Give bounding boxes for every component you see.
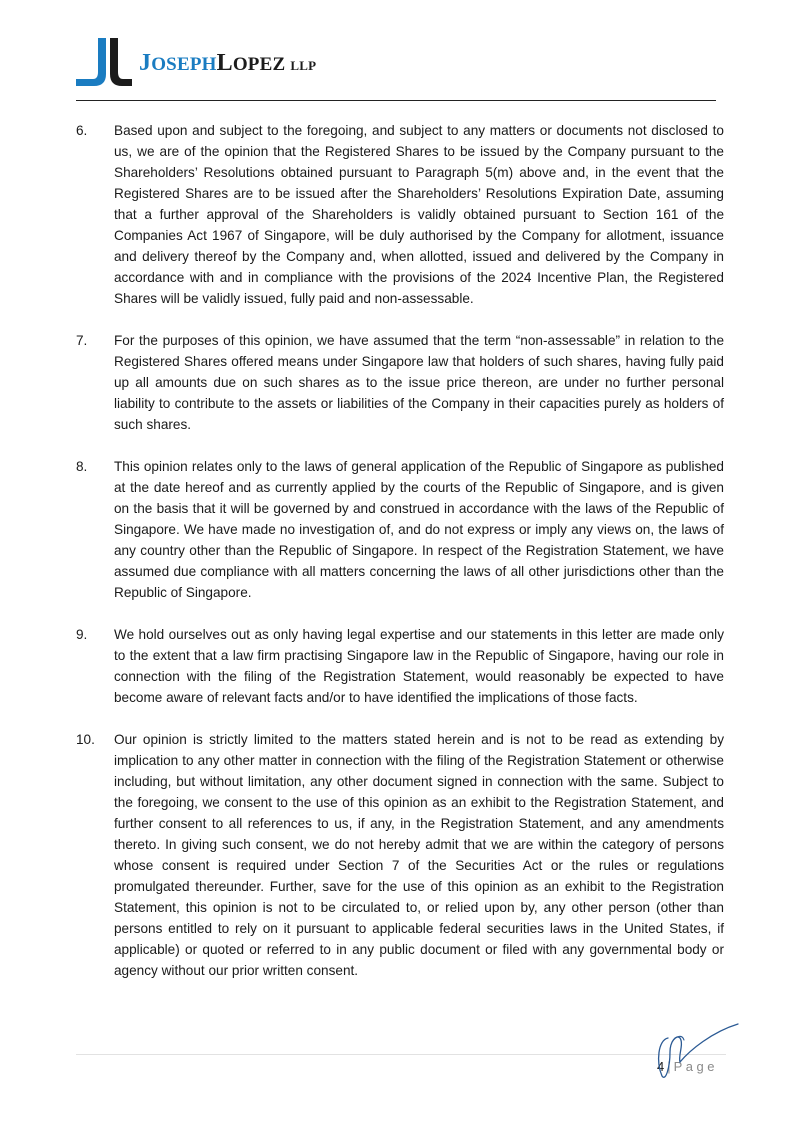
numbered-paragraph (76, 120, 724, 309)
header-divider (76, 100, 716, 101)
jl-logo-icon (76, 38, 132, 86)
paragraph-text: This opinion relates only to the laws of general application of the Republic of Singapore as published at the date hereof and as currently applied by the courts of the Republic of Singapore, and is given on the basis that it will be governed by and construed in accordance with the laws of the Republic of Singapore. We have made no investigation of, and do not express or imply any views on, the laws of any country other than the Republic of Singapore. In respect of the Registration Statement, we have assumed due compliance with all matters concerning the laws of all other jurisdictions other than the Republic of Singapore. (114, 459, 724, 600)
numbered-paragraph (76, 729, 724, 981)
paragraph-text: For the purposes of this opinion, we have assumed that the term “non-assessable” in relation to the Registered Shares offered means under Singapore law that holders of such shares, having fully paid up all amounts due on such shares as to the issue price thereon, are under no further personal liability to contribute to the assets or liabilities of the Company in their capacities purely as holders of such shares. (114, 333, 724, 432)
footer-divider (76, 1054, 726, 1055)
document-body (76, 120, 724, 1002)
paragraph-text: We hold ourselves out as only having legal expertise and our statements in this letter are made only to the extent that a law firm practising Singapore law in the Republic of Singapore, having our role in connection with the filing of the Registration Statement, would reasonably be expected to have become aware of relevant facts and/or to have identified the implications of those facts. (114, 627, 724, 705)
paragraph-number: 7. (76, 333, 88, 348)
paragraph-text: Our opinion is strictly limited to the matters stated herein and is not to be read as extending by implication to any other matter in connection with the filing of the Registration Statement or otherwise including, but without limitation, any other document signed in connection with the same. Subject to the foregoing, we consent to the use of this opinion as an exhibit to the Registration Statement, and further consent to all references to us, if any, in the Registration Statement, and any amendments thereto. In giving such consent, we do not hereby admit that we are within the category of persons whose consent is required under Section 7 of the Securities Act or the rules or regulations promulgated thereunder. Further, save for the use of this opinion as an exhibit to the Registration Statement, this opinion is not to be circulated to, or relied upon by, any other person (other than persons entitled to rely on it pursuant to applicable federal securities laws in the United States, if applicable) or quoted or referred to in any public document or filed with any governmental body or agency without our prior written consent. (114, 732, 724, 978)
page-separator: | (667, 1059, 671, 1074)
page-number: 4 (657, 1059, 665, 1074)
numbered-paragraph (76, 624, 724, 708)
paragraph-number: 8. (76, 459, 88, 474)
firm-suffix: LLP (290, 58, 317, 73)
paragraph-text: Based upon and subject to the foregoing, and subject to any matters or documents not disclosed to us, we are of the opinion that the Registered Shares to be issued by the Company pursuant to the Shareholders’ Resolutions obtained pursuant to Paragraph 5(m) above and, in the event that the Registered Shares are to be issued after the Shareholders’ Resolutions Expiration Date, assuming that a further approval of the Shareholders is validly obtained pursuant to Section 161 of the Companies Act 1967 of Singapore, will be duly authorised by the Company for allotment, issuance and delivery thereof by the Company and, when allotted, issued and delivered by the Company in accordance with and in compliance with the provisions of the 2024 Incentive Plan, the Registered Shares will be validly issued, fully paid and non-assessable. (114, 123, 724, 306)
page-word: Page (673, 1059, 718, 1074)
firm-name-last: LOPEZ (216, 50, 286, 76)
letterhead (76, 36, 716, 102)
firm-name (139, 50, 316, 77)
firm-name-first: JOSEPH (139, 50, 217, 76)
numbered-paragraph (76, 330, 724, 435)
paragraph-number: 9. (76, 627, 88, 642)
paragraph-number: 10. (76, 732, 95, 747)
signature-initials-icon (650, 1022, 742, 1082)
paragraph-number: 6. (76, 123, 88, 138)
numbered-paragraph (76, 456, 724, 603)
